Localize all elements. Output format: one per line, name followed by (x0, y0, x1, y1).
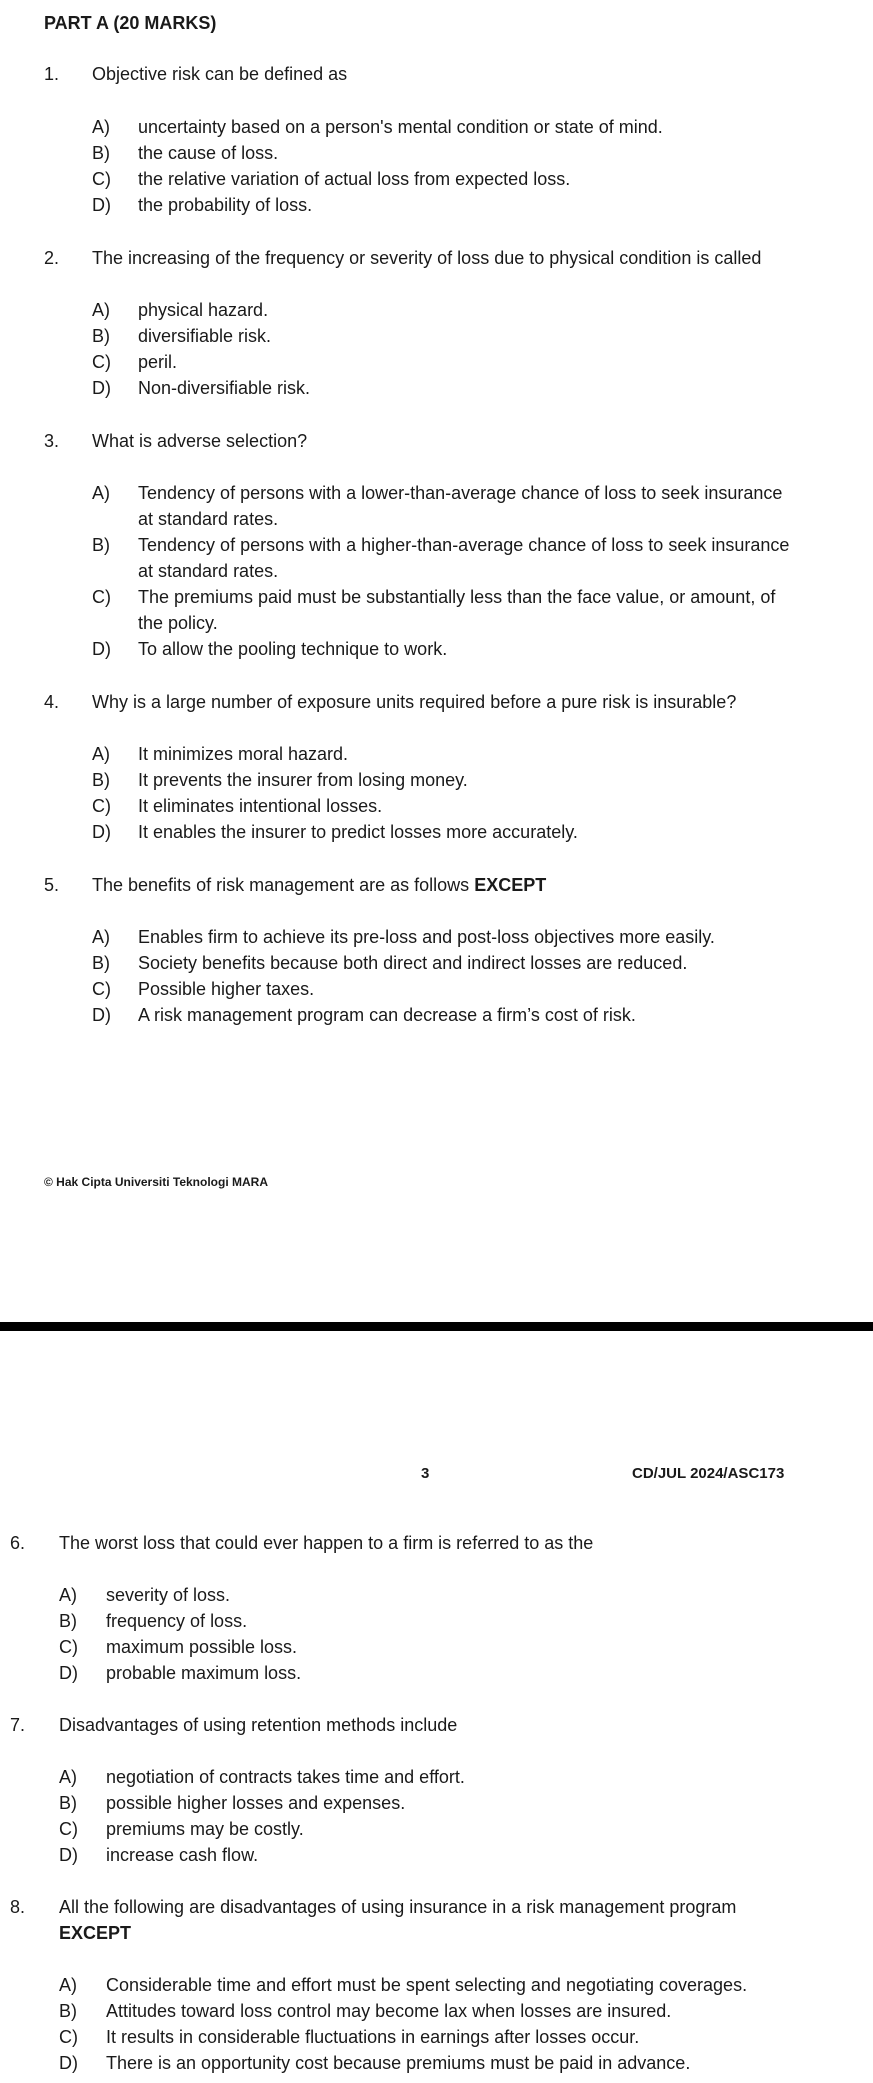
question-text: The increasing of the frequency or severity of loss due to physical condition is called (92, 248, 762, 268)
option-text: maximum possible loss. (106, 1637, 298, 1657)
option-text: physical hazard. (138, 300, 269, 320)
page-separator (0, 1322, 873, 1331)
option-label: B) (92, 535, 110, 555)
question-text: What is adverse selection? (92, 431, 308, 451)
part-heading: PART A (20 MARKS) (44, 13, 217, 33)
option-label: C) (92, 796, 111, 816)
option-text: negotiation of contracts takes time and effort. (106, 1767, 465, 1787)
question-text: Why is a large number of exposure units required before a pure risk is insurable? (92, 692, 737, 712)
option-label: C) (92, 587, 111, 607)
option-label: C) (59, 2027, 78, 2047)
question-number: 6. (10, 1533, 26, 1553)
except-emphasis (59, 1920, 131, 1946)
option-text: Society benefits because both direct and indirect losses are reduced. (138, 953, 688, 973)
option-text: increase cash flow. (106, 1845, 259, 1865)
option-label: D) (92, 639, 111, 659)
option-label: B) (59, 1611, 77, 1631)
question-number: 5. (44, 875, 60, 895)
option-text: Tendency of persons with a higher-than-average chance of loss to seek insurance (138, 535, 790, 555)
option-text: It eliminates intentional losses. (138, 796, 383, 816)
option-text: severity of loss. (106, 1585, 231, 1605)
question-number: 1. (44, 64, 60, 84)
option-text: uncertainty based on a person's mental condition or state of mind. (138, 117, 663, 137)
question-text: Disadvantages of using retention methods include (59, 1715, 458, 1735)
option-label: B) (92, 326, 110, 346)
option-text: frequency of loss. (106, 1611, 248, 1631)
question-text (92, 872, 546, 898)
option-label: D) (92, 378, 111, 398)
question-text: The worst loss that could ever happen to a firm is referred to as the (59, 1533, 594, 1553)
option-label: A) (92, 483, 110, 503)
option-label: B) (92, 770, 110, 790)
option-text: Attitudes toward loss control may become lax when losses are insured. (106, 2001, 672, 2021)
question-text: All the following are disadvantages of using insurance in a risk management program (59, 1897, 737, 1917)
option-label: B) (92, 953, 110, 973)
option-text: probable maximum loss. (106, 1663, 302, 1683)
option-text: diversifiable risk. (138, 326, 272, 346)
option-label: B) (59, 2001, 77, 2021)
option-text: There is an opportunity cost because premiums must be paid in advance. (106, 2053, 691, 2073)
option-text: It enables the insurer to predict losses more accurately. (138, 822, 578, 842)
option-label: A) (92, 117, 110, 137)
option-label: A) (59, 1767, 77, 1787)
option-text: the cause of loss. (138, 143, 279, 163)
option-label: C) (92, 352, 111, 372)
option-text: The premiums paid must be substantially less than the face value, or amount, of (138, 587, 776, 607)
question-number: 8. (10, 1897, 26, 1917)
option-label: D) (92, 195, 111, 215)
copyright-notice: © Hak Cipta Universiti Teknologi MARA (44, 1175, 268, 1189)
option-continuation: at standard rates. (138, 509, 279, 529)
option-label: A) (92, 927, 110, 947)
option-continuation: at standard rates. (138, 561, 279, 581)
option-text: To allow the pooling technique to work. (138, 639, 448, 659)
except-emphasis: EXCEPT (474, 875, 547, 895)
option-text: Enables firm to achieve its pre-loss and post-loss objectives more easily. (138, 927, 715, 947)
option-label: D) (59, 2053, 78, 2073)
question-text: Objective risk can be defined as (92, 64, 348, 84)
option-label: C) (92, 979, 111, 999)
option-text: Considerable time and effort must be spent selecting and negotiating coverages. (106, 1975, 748, 1995)
option-label: A) (59, 1975, 77, 1995)
option-text: the probability of loss. (138, 195, 313, 215)
option-text: possible higher losses and expenses. (106, 1793, 406, 1813)
option-text: A risk management program can decrease a firm’s cost of risk. (138, 1005, 636, 1025)
option-label: A) (92, 744, 110, 764)
option-text: peril. (138, 352, 178, 372)
page-number: 3 (421, 1465, 430, 1482)
option-text: Possible higher taxes. (138, 979, 315, 999)
document-code: CD/JUL 2024/ASC173 (632, 1465, 785, 1482)
option-text: premiums may be costly. (106, 1819, 304, 1839)
option-label: B) (92, 143, 110, 163)
option-label: D) (92, 1005, 111, 1025)
question-text-main: The benefits of risk management are as follows (92, 875, 475, 895)
question-number: 4. (44, 692, 60, 712)
option-label: D) (59, 1845, 78, 1865)
option-text: It minimizes moral hazard. (138, 744, 349, 764)
option-continuation: the policy. (138, 613, 218, 633)
option-text: It results in considerable fluctuations in earnings after losses occur. (106, 2027, 640, 2047)
except-emphasis-text: EXCEPT (59, 1923, 132, 1943)
option-label: C) (59, 1637, 78, 1657)
option-label: C) (59, 1819, 78, 1839)
option-label: B) (59, 1793, 77, 1813)
question-number: 2. (44, 248, 60, 268)
option-label: D) (92, 822, 111, 842)
question-number: 3. (44, 431, 60, 451)
option-label: C) (92, 169, 111, 189)
option-label: D) (59, 1663, 78, 1683)
option-text: the relative variation of actual loss from expected loss. (138, 169, 571, 189)
option-label: A) (92, 300, 110, 320)
option-text: It prevents the insurer from losing money. (138, 770, 468, 790)
option-text: Non-diversifiable risk. (138, 378, 311, 398)
option-label: A) (59, 1585, 77, 1605)
option-text: Tendency of persons with a lower-than-average chance of loss to seek insurance (138, 483, 783, 503)
question-number: 7. (10, 1715, 26, 1735)
